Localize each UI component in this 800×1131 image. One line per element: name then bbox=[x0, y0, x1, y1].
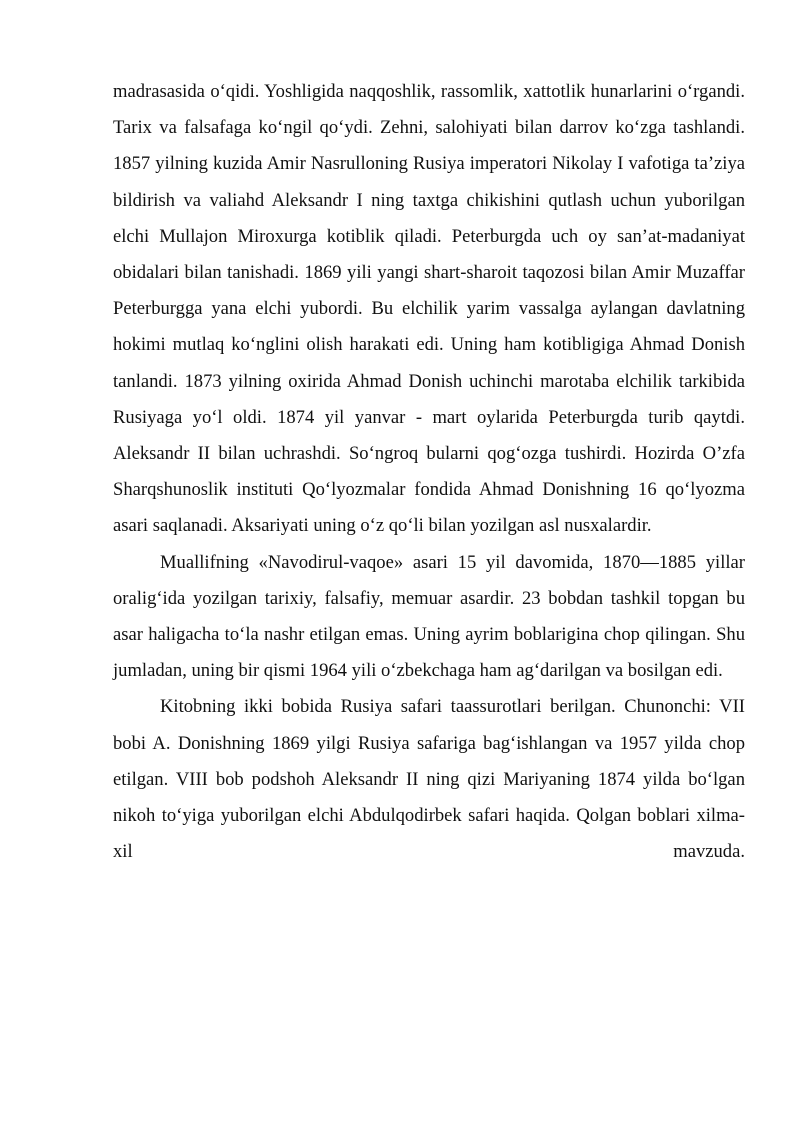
paragraph-3: Kitobning ikki bobida Rusiya safari taassurotlari berilgan. Chunonchi: VII bobi A. Donishning 1869 yilgi Rusiya safariga bagʻishlangan va 1957 yilda chop etilgan. VIII bob podshoh Aleksandr II ning qizi Mariyaning 1874 yilda boʻlgan nikoh toʻyiga yuborilgan elchi Abdulqodirbek safari haqida. Qolgan boblari xilma-xil mavzuda. bbox=[113, 696, 745, 863]
paragraph-1: madrasasida oʻqidi. Yoshligida naqqoshlik, rassomlik, xattotlik hunarlarini oʻrgandi. Tarix va falsafaga koʻngil qoʻydi. Zehni, salohiyati bilan darrov koʻzga tashlandi. 1857 yilning kuzida Amir Nasrulloning Rusiya imperatori Nikolay I vafotiga taʼziya bildirish va valiahd Aleksandr I ning taxtga chikishini qutlash uchun yuborilgan elchi Mullajon Miroxurga kotiblik qiladi. Peterburgda uch oy sanʼat-madaniyat obidalari bilan tanishadi. 1869 yili yangi shart-sharoit taqozosi bilan Amir Muzaffar Peterburgga yana elchi yubordi. Bu elchilik yarim vassalga aylangan davlatning hokimi mutlaq koʻnglini olish harakati edi. Uning ham kotibligiga Ahmad Donish tanlandi. 1873 yilning oxirida Ahmad Donish uchinchi marotaba elchilik tarkibida Rusiyaga yoʻl oldi. 1874 yil yanvar - mart oylarida Peterburgda turib qaytdi. Aleksandr II bilan uchrashdi. Soʻngroq bularni qogʻozga tushirdi. Hozirda Oʼzfa Sharqshunoslik instituti Qoʻlyozmalar fondida Ahmad Donishning 16 qoʻlyozma asari saqlanadi. Aksariyati uning oʻz qoʻli bilan yozilgan asl nusxalardir. bbox=[113, 81, 745, 537]
document-page bbox=[113, 74, 745, 870]
paragraph-2: Muallifning «Navodirul-vaqoe» asari 15 yil davomida, 1870—1885 yillar oraligʻida yozilgan tarixiy, falsafiy, memuar asardir. 23 bobdan tashkil topgan bu asar haligacha toʻla nashr etilgan emas. Uning ayrim boblarigina chop qilingan. Shu jumladan, uning bir qismi 1964 yili oʻzbekchaga ham agʻdarilgan va bosilgan edi. bbox=[113, 551, 745, 682]
